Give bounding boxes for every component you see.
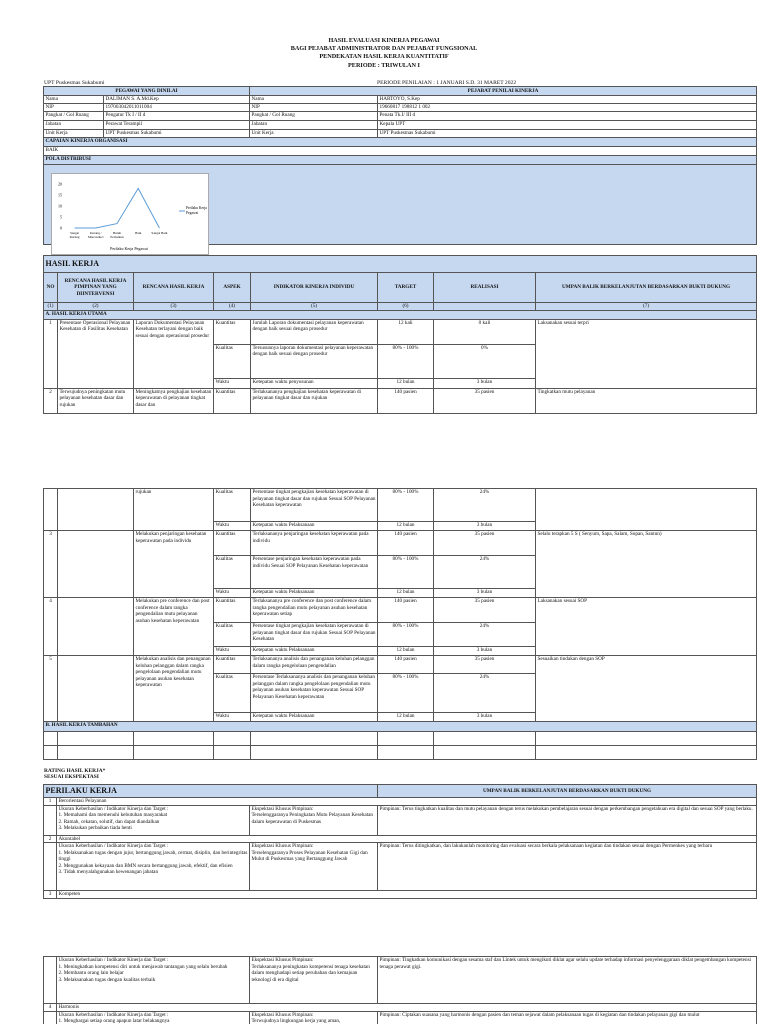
- pola-title: POLA DISTRIBUSI: [44, 156, 757, 165]
- ekspektasi-cell: [250, 957, 378, 1004]
- row-indikator: Ketepatan waktu Pelaksanaan: [251, 647, 378, 656]
- row-feedback: Sesuaikan tindakan dengan SOP: [536, 656, 757, 722]
- row-rencana: Melakukan pre conference dan post conference dalam rangka pengendalian mutu pelayanan asuhan kesehatan keperawatan: [134, 598, 214, 656]
- pegawai-header: PEGAWAI YANG DINILAI: [44, 87, 250, 96]
- capaian-value: BAIK: [44, 147, 757, 156]
- penilai-label: Nama: [250, 96, 378, 104]
- perilaku-feedback: Pimpinan: Tingkatkan komunikasi dengan sesama staf dan Lintek untuk mengikuti diklat agar selalu update terhadap informasi penyelenggaraan diklat pengembangan kompetensi tenaga perawat gigi.: [378, 957, 757, 1004]
- row-aspek: Waktu: [214, 522, 251, 531]
- col-header: INDIKATOR KINERJA INDIVIDU: [251, 273, 378, 303]
- row-indikator: Terlaksananya penjaringan kesehatan keperawatan pada individu: [251, 531, 378, 556]
- ukuran-item: 1. Meningkatkan kompetensi diri untuk menjawab tantangan yang selalu berubah: [58, 963, 228, 970]
- ukuran-item: 3. Tidak menyalahgunakan kewenangan jabatan: [58, 869, 159, 875]
- sheet-page-2: [0, 478, 768, 1024]
- row-no: [44, 489, 58, 531]
- col-number: (1): [44, 303, 58, 311]
- row-realisasi: 35 pasien: [434, 598, 536, 623]
- row-aspek: Kuantitas: [214, 656, 251, 674]
- col-number: (7): [536, 303, 757, 311]
- pegawai-label: Pangkat / Gol Ruang: [44, 112, 104, 121]
- title-line-4: PERIODE : TRIWULAN I: [348, 61, 420, 69]
- row-aspek: Kuantitas: [214, 388, 251, 413]
- row-target: 12 bulan: [378, 522, 434, 531]
- row-target: 12 bulan: [378, 589, 434, 598]
- perilaku-title: PERILAKU KERJA: [44, 785, 378, 798]
- row-aspek: Waktu: [214, 589, 251, 598]
- ukuran-label: Ukuran Keberhasilan / Indikator Kinerja dan Target :: [58, 1011, 169, 1018]
- row-realisasi: 35 pasien: [434, 388, 536, 413]
- row-target: 140 pasien: [378, 598, 434, 623]
- row-aspek: Kuantitas: [214, 598, 251, 623]
- row-no: 5: [44, 656, 58, 722]
- distribution-chart: [51, 173, 209, 255]
- col-header: NO: [44, 273, 58, 303]
- penilai-value: UPT Puskesmas Sukabumi: [378, 130, 757, 138]
- perilaku-no: 2: [44, 835, 57, 843]
- row-aspek: Kualitas: [214, 344, 251, 378]
- ekspektasi-text: Terselenggaranya Proses Pelayanan Kesehatan Gigi dan Mulut di Puskesmas yang Bertanggung Jawab: [251, 849, 368, 862]
- x-tick-label: Perbaikan: [110, 235, 124, 240]
- period-label: PERIODE PENILAIAN : 1 JANUARI S.D. 31 MARET 2022: [377, 80, 517, 86]
- row-indikator: Ketepatan waktu Pelaksanaan: [251, 713, 378, 722]
- row-rencana: Melakukan penjaringan kesehatan keperawatan pada individu: [134, 531, 214, 598]
- sheet-page-1: [0, 0, 768, 418]
- report-title: [0, 37, 768, 70]
- ukuran-item: 1. Menghargai setiap orang apapun latar belakangnya: [58, 1018, 170, 1024]
- row-target: 12 bulan: [378, 647, 434, 656]
- row-target: 80% - 100%: [378, 344, 434, 378]
- row-indikator: Ketepatan waktu Pelaksanaan: [251, 589, 378, 598]
- row-target: 140 pasien: [378, 531, 434, 556]
- row-target: 80% - 100%: [378, 556, 434, 589]
- pegawai-label: NIP: [44, 104, 104, 112]
- row-aspek: Kualitas: [214, 623, 251, 647]
- pegawai-label: Unit Kerja: [44, 130, 104, 138]
- perilaku-name: Akuntabel: [57, 835, 757, 843]
- row-aspek: Waktu: [214, 378, 251, 388]
- x-axis-label: Perilaku Kerja Pegawai: [110, 246, 148, 251]
- row-pimpinan: [58, 531, 134, 598]
- penilai-value: Penata Tk.I/ III d: [378, 112, 757, 121]
- title-line-1: HASIL EVALUASI KINERJA PEGAWAI: [328, 37, 440, 44]
- ekspektasi-text: Terselenggaranya Peningkatan Mutu Pelayanan Kesehatan dalam keperawatan di Puskesmas: [251, 812, 373, 825]
- ukuran-item: 1. Memahami dan memenuhi kebutuhan masyarakat: [58, 812, 168, 818]
- y-tick-label: 5: [60, 214, 62, 220]
- col-header: RENCANA HASIL KERJA PIMPINAN YANG DIINTERVENSI: [58, 273, 134, 303]
- col-header: UMPAN BALIK BERKELANJUTAN BERDASARKAN BUKTI DUKUNG: [536, 273, 757, 303]
- capaian-title: CAPAIAN KINERJA ORGANISASI: [44, 138, 757, 147]
- perilaku-table-cont: [43, 956, 757, 1024]
- hasil-kerja-title: HASIL KERJA: [44, 256, 757, 273]
- row-realisasi: 3 bulan: [434, 589, 536, 598]
- ekspektasi-label: Ekspektasi Khusus Pimpinan:: [251, 843, 314, 849]
- x-tick-label: Butuh: [112, 231, 122, 235]
- ukuran-cell: [57, 843, 250, 891]
- penilai-label: Pangkat / Gol Ruang: [250, 112, 378, 121]
- x-tick-label: Misconduct: [88, 235, 104, 240]
- rating-value: SESUAI EKSPEKTASI: [44, 774, 99, 781]
- penilai-label: Jabatan: [250, 121, 378, 130]
- legend-label-2: Pegawai: [186, 211, 199, 215]
- y-tick-label: 10: [58, 203, 62, 209]
- ukuran-item: 3. Melaksanakan tugas dengan kualitas terbaik: [58, 976, 156, 983]
- col-number: (3): [134, 303, 214, 311]
- ukuran-label: Ukuran Keberhasilan / Indikator Kinerja dan Target :: [58, 957, 169, 963]
- perilaku-feedback: Pimpinan: Ciptakan suasana yang harmonis dengan pasien dan teman sejawat dalam pelaksanaan tugas di kegiatan dan tindakan pelayanan gigi dan mulut: [378, 1011, 757, 1024]
- row-indikator: Terlaksananya pre conference dan post conference dalam rangka pengendalian mutu pelayanan asuhan kesehatan keperawatan setiap: [251, 598, 378, 623]
- pegawai-label: Nama: [44, 96, 104, 104]
- ekspektasi-cell: [250, 1011, 378, 1024]
- row-aspek: Kualitas: [214, 556, 251, 589]
- legend-label-1: Perilaku Kerja: [186, 206, 207, 210]
- pegawai-value: UPT Puskesmas Sukabumi: [104, 130, 250, 138]
- ukuran-cell: [57, 957, 250, 1004]
- ekspektasi-label: Ekspektasi Khusus Pimpinan:: [251, 1011, 314, 1018]
- col-number: (4): [214, 303, 251, 311]
- perilaku-feedback-header: UMPAN BALIK BERKELANJUTAN BERDASARKAN BUKTI DUKUNG: [378, 785, 757, 798]
- row-realisasi: 0%: [434, 344, 536, 378]
- ukuran-item: 2. Ramah, cekatan, solutif, dan dapat diandalkan: [58, 818, 160, 825]
- row-realisasi: 35 pasien: [434, 656, 536, 674]
- row-indikator: Persentase Terlaksananya analisis dan penanganan keluhan pelanggan dalam rangka pengelolaan pengendalian mutu pelayanan asuhan kesehatan keperawatan Sesuai SOP Pelayanan Kesehatan keperawatan: [251, 674, 378, 713]
- perilaku-no: 3: [44, 891, 57, 899]
- ekspektasi-label: Ekspektasi Khusus Pimpinan:: [251, 805, 314, 812]
- row-no: 1: [44, 319, 58, 388]
- row-aspek: Kuantitas: [214, 531, 251, 556]
- perilaku-no: 1: [44, 798, 57, 806]
- row-rencana: rujukan: [134, 489, 214, 531]
- ukuran-item: 2. Menggunakan kekayaan dan BMN secara bertanggung jawab, efektif, dan efisien: [58, 862, 233, 869]
- col-header: ASPEK: [214, 273, 251, 303]
- row-pimpinan: [58, 656, 134, 722]
- row-aspek: Waktu: [214, 713, 251, 722]
- penilai-value: 19660817 198812 1 002: [378, 104, 757, 112]
- pegawai-value: DALIMAN S. A.Md.Kep: [104, 96, 250, 104]
- penilai-label: NIP: [250, 104, 378, 112]
- perilaku-name: Kompeten: [57, 891, 757, 899]
- perilaku-no: 4: [44, 1004, 57, 1012]
- row-feedback: Laksanakan sesuai SOP: [536, 598, 757, 656]
- col-number: [434, 303, 536, 311]
- row-target: 140 pasien: [378, 656, 434, 674]
- row-realisasi: 35 pasien: [434, 531, 536, 556]
- row-realisasi: 24%: [434, 489, 536, 522]
- rating-label: RATING HASIL KERJA*: [44, 768, 106, 774]
- row-indikator: Terlaksananya pengkajian kesehatan keperawatan di pelayanan tingkat dasar dan rujukan: [251, 388, 378, 413]
- title-line-3: PENDEKATAN HASIL KERJA KUANTITATIF: [319, 53, 449, 61]
- y-tick-label: 0: [60, 225, 62, 231]
- row-pimpinan: Terwujudnya peningkatan mutu pelayanan kesehatan dasar dan rujukan: [58, 388, 134, 413]
- row-aspek: Kuantitas: [214, 319, 251, 344]
- row-indikator: Persentase tingkat pengkajian kesehatan keperawatan di pelayanan tingkat dasar dan rujukan Sesuai SOP Pelayanan Kesehatan: [251, 623, 378, 647]
- row-realisasi: 24%: [434, 556, 536, 589]
- penilai-label: Unit Kerja: [250, 130, 378, 138]
- col-number: (5): [251, 303, 378, 311]
- row-no: 3: [44, 531, 58, 598]
- row-rencana: Melakukan analisis dan penanganan keluhan pelanggan dalam rangka pengelolaan pengendalian mutu pelayanan asuhan kesehatan keperawatan: [134, 656, 214, 722]
- row-target: 140 pasien: [378, 388, 434, 413]
- row-rencana: Meningkatnya pengkajian kesehatan keperawatan di pelayanan tingkat dasar dan: [134, 388, 214, 413]
- x-tick-label: Baik: [135, 231, 142, 235]
- ekspektasi-cell: [250, 843, 378, 891]
- row-rencana: Laporan Dokumentasi Pelayanan Kesehatan terlayani dengan baik sesuai dengan operasional prosedur: [134, 319, 214, 388]
- row-target: 80% - 100%: [378, 674, 434, 713]
- row-target: 12 bulan: [378, 713, 434, 722]
- row-indikator: Ketepatan waktu penyusunan: [251, 378, 378, 388]
- row-feedback: Selalu terapkan 5 S ( Senyum, Sapa, Salam, Sopan, Santun): [536, 531, 757, 598]
- row-no: 2: [44, 388, 58, 413]
- row-indikator: Tersusunnya laporan dokumentasi pelayanan keperawatan dengan baik sesuai dengan prosedur: [251, 344, 378, 378]
- pegawai-label: Jabatan: [44, 121, 104, 130]
- row-feedback: Tingkatkan mutu pelayanan: [536, 388, 757, 413]
- col-number: (6): [378, 303, 434, 311]
- ukuran-cell: [57, 1011, 250, 1024]
- ukuran-label: Ukuran Keberhasilan / Indikator Kinerja dan Target :: [58, 805, 169, 812]
- row-target: 80% - 100%: [378, 623, 434, 647]
- y-tick-label: 20: [58, 181, 62, 187]
- row-pimpinan: [58, 489, 134, 531]
- row-target: 12 kali: [378, 319, 434, 344]
- x-tick-label: Sangat: [70, 231, 80, 235]
- tambahan-section-title: B. HASIL KERJA TAMBAHAN: [44, 722, 757, 732]
- col-header: TARGET: [378, 273, 434, 303]
- series-line: [75, 188, 160, 228]
- utama-section-title: A. HASIL KERJA UTAMA: [44, 310, 757, 319]
- ukuran-label: Ukuran Keberhasilan / Indikator Kinerja dan Target :: [58, 843, 169, 849]
- ekspektasi-label: Ekspektasi Khusus Pimpinan:: [251, 957, 314, 963]
- pegawai-value: Pengatur Tk I / II d: [104, 112, 250, 121]
- unit-label: UPT Puskesmas Sukabumi: [44, 80, 105, 86]
- row-pimpinan: [58, 598, 134, 656]
- x-tick-label: Sangat Baik: [151, 231, 168, 235]
- chart-svg: [52, 174, 210, 256]
- penilai-value: HARTOYO, S.Kep: [378, 96, 757, 104]
- x-tick-label: Kurang: [69, 235, 80, 240]
- rating-block: [44, 768, 105, 780]
- penilai-value: Kepala UPT: [378, 121, 757, 130]
- hasil-kerja-table-2: [43, 488, 757, 760]
- perilaku-name: Harmonis: [57, 1004, 757, 1012]
- ekspektasi-cell: [250, 805, 378, 835]
- perilaku-table: [43, 784, 757, 899]
- row-feedback: [536, 489, 757, 531]
- row-realisasi: 3 bulan: [434, 378, 536, 388]
- ekspektasi-text: Terlaksananya peningkatan kompetensi tenaga kesehatan dalam menghadapi setiap perubahan dan kemajuan teknologi di era digital: [251, 963, 370, 983]
- col-number: (2): [58, 303, 134, 311]
- pegawai-value: 197003042011011004: [104, 104, 250, 112]
- ekspektasi-text: Terwujudnya lingkungan kerja yang aman,: [251, 1018, 341, 1024]
- row-aspek: Waktu: [214, 647, 251, 656]
- row-target: 80% - 100%: [378, 489, 434, 522]
- row-indikator: Terlaksananya analisis dan penanganan keluhan pelanggan dalam rangka pengelolaan pengendalian: [251, 656, 378, 674]
- perilaku-name: Berorientasi Pelayanan: [57, 798, 757, 806]
- row-realisasi: 3 bulan: [434, 647, 536, 656]
- row-indikator: Jumlah Laporan dokumentasi pelayanan keperawatan dengan baik sesuai dengan prosedur: [251, 319, 378, 344]
- row-realisasi: 24%: [434, 623, 536, 647]
- ukuran-cell: [57, 805, 250, 835]
- perilaku-feedback: Pimpinan: Terus ditingkatkan, dan lakukanlah monitoring dan evaluasi secara berkala pelaksanaan kegiatan dan tindakan sesuai dengan Permenkes yang terbaru: [378, 843, 757, 891]
- col-header: REALISASI: [434, 273, 536, 303]
- hasil-kerja-table-1: [43, 255, 757, 414]
- row-aspek: Kualitas: [214, 674, 251, 713]
- row-target: 12 bulan: [378, 378, 434, 388]
- row-realisasi: 0 kali: [434, 319, 536, 344]
- y-tick-label: 15: [58, 192, 62, 198]
- row-realisasi: 24%: [434, 674, 536, 713]
- row-feedback: Laksanakan sesuai terpri: [536, 319, 757, 388]
- penilai-header: PEJABAT PENILAI KINERJA: [250, 87, 757, 96]
- pegawai-value: Perawat Terampil: [104, 121, 250, 130]
- ukuran-item: 1. Melaksanakan tugas dengan jujur, bertanggung jawab, cermat, disiplin, dan berintegritas tinggi: [58, 849, 248, 862]
- ukuran-item: 3. Melakukan perbaikan tiada henti: [58, 825, 132, 831]
- col-header: RENCANA HASIL KERJA: [134, 273, 214, 303]
- row-indikator: Ketepatan waktu Pelaksanaan: [251, 522, 378, 531]
- x-tick-label: Kurang /: [89, 231, 102, 235]
- row-no: 4: [44, 598, 58, 656]
- row-realisasi: 3 bulan: [434, 522, 536, 531]
- title-line-2: BAGI PEJABAT ADMINISTRATOR DAN PEJABAT FUNGSIONAL: [290, 45, 478, 53]
- row-pimpinan: Presentase Operasional Pelayanan Kesehatan di Fasilitas Kesehatan: [58, 319, 134, 388]
- row-realisasi: 3 bulan: [434, 713, 536, 722]
- row-indikator: Persentase tingkat pengkajian kesehatan keperawatan di pelayanan tingkat dasar dan rujukan Sesuai SOP Pelayanan Kesehatan keperawatan: [251, 489, 378, 522]
- row-indikator: Persentase penjaringan kesehatan keperawatan pada individu Sesuai SOP Pelayanan Kesehatan keperawatan: [251, 556, 378, 589]
- ukuran-item: 2. Membantu orang lain belajar: [58, 970, 124, 976]
- perilaku-feedback: Pimpinan: Terus tingkatkan kualitas dan mutu pelayanan dengan terus melakukan pembelajaran sesuai dengan perkembangan pengetahuan era digital dan sesuai SOP yang berlaku.: [378, 805, 757, 835]
- row-aspek: Kualitas: [214, 489, 251, 522]
